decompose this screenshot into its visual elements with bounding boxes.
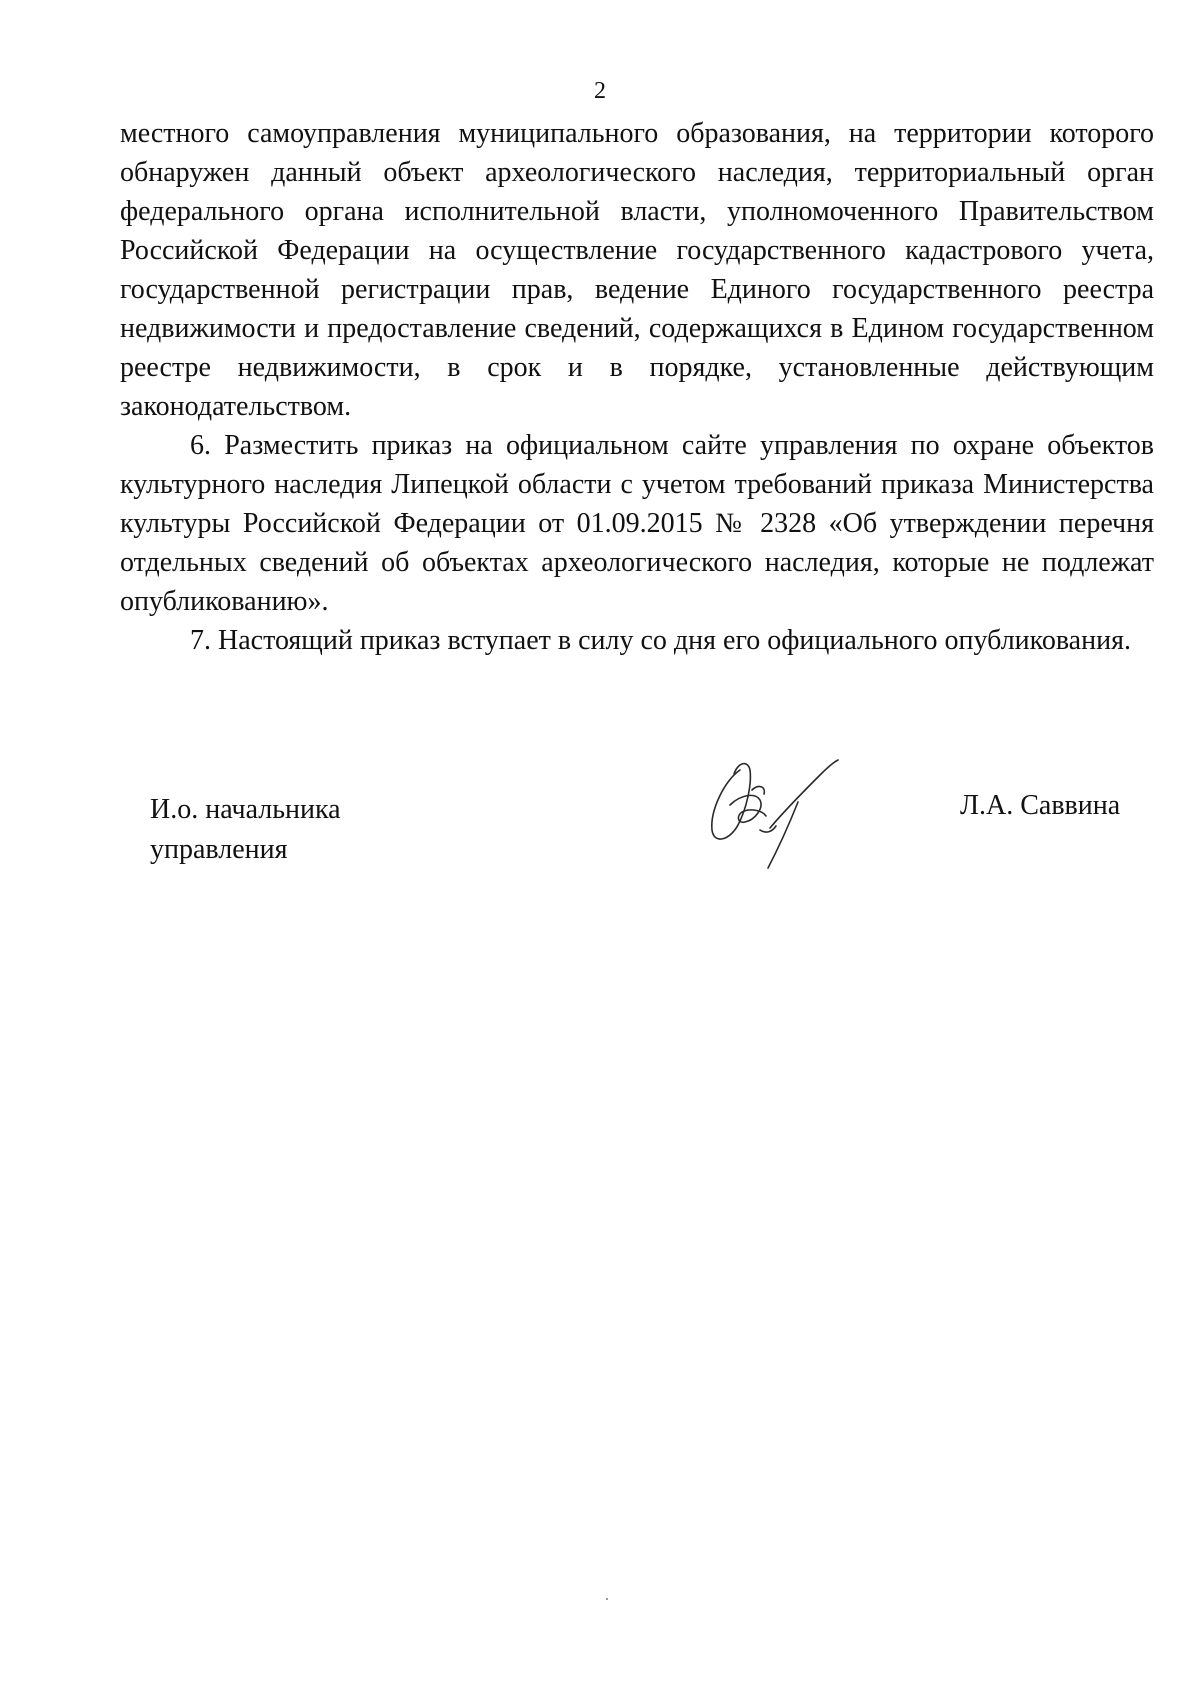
scan-speck	[606, 1598, 608, 1600]
signatory-position	[150, 790, 341, 870]
handwritten-signature	[700, 750, 860, 880]
signatory-position-line1: И.о. начальника	[150, 794, 341, 825]
paragraph-continuation: местного самоуправления муниципального образования, на территории которого обнаружен данный объект археологического наследия, территориальный орган федерального органа исполнительной власти, уполномоченного Правительством Российской Федерации на осуществление государственного кадастрового учета, государственной регистрации прав, ведение Единого государственного реестра недвижимости и предоставление сведений, содержащихся в Едином государственном реестре недвижимости, в срок и в порядке, установленные действующим законодательством.	[120, 118, 1154, 422]
paragraph-item-6: 6. Разместить приказ на официальном сайте управления по охране объектов культурного наследия Липецкой области с учетом требований приказа Министерства культуры Российской Федерации от 01.09.2015 № 2328 «Об утверждении перечня отдельных сведений об объектах археологического наследия, которые не подлежат опубликованию».	[120, 430, 1154, 617]
signatory-position-line2: управления	[150, 834, 288, 865]
document-body	[120, 114, 1154, 660]
signatory-name: Л.А. Саввина	[960, 790, 1121, 821]
page-number: 2	[594, 78, 606, 104]
paragraph-item-7: 7. Настоящий приказ вступает в силу со дня его официального опубликования.	[190, 625, 1131, 656]
